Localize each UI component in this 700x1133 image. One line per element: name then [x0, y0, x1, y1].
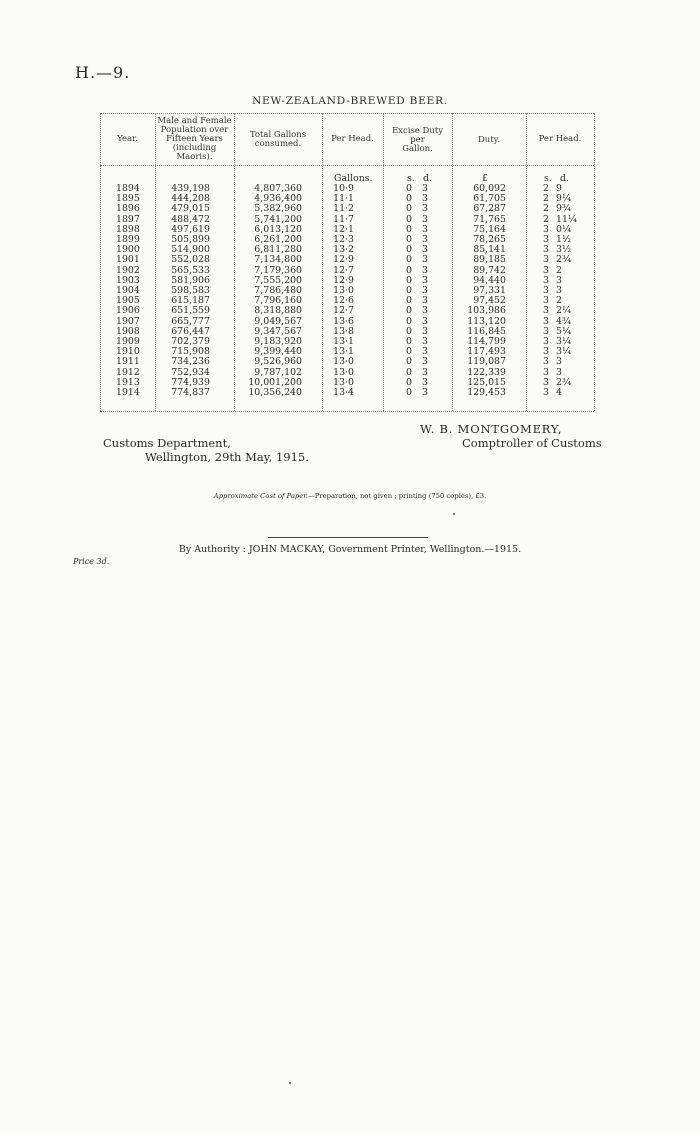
- cell-population: 488,472: [171, 213, 210, 225]
- cell-ph-d: 4¾: [556, 315, 572, 327]
- cell-year: 1912: [116, 366, 140, 378]
- cell-excise-s: 0: [406, 376, 412, 388]
- cell-ph-s: 3: [543, 234, 549, 246]
- cell-excise-d: 3: [422, 193, 428, 205]
- cell-population: 444,208: [171, 193, 210, 205]
- cell-ph-s: 3: [543, 295, 549, 307]
- cell-ph-s: 3: [543, 376, 549, 388]
- cell-year: 1894: [116, 183, 140, 194]
- cell-population: 665,777: [171, 315, 210, 327]
- cell-excise-s: 0: [406, 387, 412, 399]
- cell-duty: 75,164: [473, 223, 506, 235]
- cell-population: 774,939: [171, 376, 210, 388]
- cell-year: 1902: [116, 264, 140, 276]
- cell-excise-s: 0: [406, 193, 412, 205]
- cell-ph-d: 4: [556, 387, 562, 399]
- cell-excise-d: 3: [422, 223, 428, 235]
- column-ph-d: [556, 184, 582, 398]
- cell-population: 715,908: [171, 346, 210, 358]
- cell-gallons: 8,318,880: [254, 305, 302, 317]
- cell-population: 651,559: [171, 305, 210, 317]
- cell-excise-s: 0: [406, 346, 412, 358]
- cell-per-head: 12·9: [333, 274, 354, 286]
- column-divider: [234, 113, 235, 411]
- cell-gallons: 6,013,120: [254, 223, 302, 235]
- unit-excise-s: s.: [407, 173, 415, 184]
- cell-ph-d: 2¾: [556, 376, 572, 388]
- cell-year: 1903: [116, 274, 140, 286]
- cell-per-head: 12·7: [333, 264, 354, 276]
- cell-ph-s: 2: [543, 193, 549, 205]
- cell-year: 1901: [116, 254, 140, 266]
- cell-population: 497,619: [171, 223, 210, 235]
- cell-ph-d: 3¼: [556, 346, 572, 358]
- table-border-right: [594, 113, 595, 411]
- cell-excise-s: 0: [406, 234, 412, 246]
- cell-duty: 67,287: [473, 203, 506, 215]
- column-divider: [383, 113, 384, 411]
- cell-population: 552,028: [171, 254, 210, 266]
- unit-excise-d: d.: [423, 173, 432, 184]
- header-gallons: Total Gallons consumed.: [249, 130, 307, 149]
- cell-year: 1895: [116, 193, 140, 205]
- authority-line: By Authority : JOHN MACKAY, Government Printer, Wellington.—1915.: [178, 544, 522, 555]
- unit-pound: £: [482, 173, 488, 184]
- cell-excise-d: 3: [422, 213, 428, 225]
- cell-excise-d: 3: [422, 295, 428, 307]
- cell-excise-s: 0: [406, 203, 412, 215]
- cell-ph-s: 3: [543, 305, 549, 317]
- cell-ph-s: 3: [543, 264, 549, 276]
- column-excise-d: [420, 184, 430, 398]
- cell-excise-d: 3: [422, 376, 428, 388]
- cell-excise-s: 0: [406, 183, 412, 194]
- cell-excise-s: 0: [406, 285, 412, 297]
- cell-year: 1898: [116, 223, 140, 235]
- cell-population: 702,379: [171, 336, 210, 348]
- cell-ph-d: 3¼: [556, 336, 572, 348]
- signatory-title: Comptroller of Customs: [462, 436, 602, 450]
- cell-gallons: 4,936,400: [254, 193, 302, 205]
- cell-duty: 117,493: [467, 346, 506, 358]
- cell-year: 1905: [116, 295, 140, 307]
- header-per-head: Per Head.: [331, 134, 374, 144]
- cell-gallons: 6,811,280: [254, 244, 302, 256]
- cell-ph-d: 5¼: [556, 325, 572, 337]
- unit-ph-d: d.: [560, 173, 569, 184]
- cell-gallons: 9,183,920: [254, 336, 302, 348]
- cell-duty: 97,452: [473, 295, 506, 307]
- cell-year: 1908: [116, 325, 140, 337]
- cell-year: 1906: [116, 305, 140, 317]
- cell-excise-d: 3: [422, 234, 428, 246]
- cell-duty: 94,440: [473, 274, 506, 286]
- header-per-head-2: Per Head.: [538, 134, 582, 144]
- cell-excise-d: 3: [422, 325, 428, 337]
- table-border-left: [100, 113, 101, 411]
- cell-excise-d: 3: [422, 183, 428, 194]
- cell-duty: 113,120: [467, 315, 506, 327]
- cell-year: 1904: [116, 285, 140, 297]
- cell-duty: 89,742: [473, 264, 506, 276]
- cell-per-head: 12·3: [333, 234, 354, 246]
- cell-per-head: 13·0: [333, 366, 354, 378]
- cell-per-head: 10·9: [333, 183, 354, 194]
- column-duty: [464, 184, 506, 398]
- cell-duty: 61,705: [473, 193, 506, 205]
- cell-year: 1909: [116, 336, 140, 348]
- header-excise: Excise Duty per Gallon.: [391, 126, 444, 154]
- cell-per-head: 11·2: [333, 203, 354, 215]
- cell-population: 505,899: [171, 234, 210, 246]
- cell-year: 1899: [116, 234, 140, 246]
- cell-ph-s: 3: [543, 325, 549, 337]
- cell-ph-d: 9¾: [556, 203, 572, 215]
- cost-label: Approximate Cost of Paper.: [213, 492, 308, 500]
- cell-excise-s: 0: [406, 213, 412, 225]
- header-population: Male and Female Population over Fifteen Years (including Maoris).: [157, 116, 232, 162]
- cell-gallons: 9,049,567: [254, 315, 302, 327]
- cell-excise-s: 0: [406, 356, 412, 368]
- cell-population: 774,837: [171, 387, 210, 399]
- cell-gallons: 10,356,240: [248, 387, 302, 399]
- header-year: Year.: [117, 134, 138, 144]
- cell-ph-s: 3: [543, 223, 549, 235]
- cell-duty: 114,799: [467, 336, 506, 348]
- cell-duty: 89,185: [473, 254, 506, 266]
- table-title: NEW-ZEALAND-BREWED BEER.: [252, 95, 448, 107]
- cell-duty: 85,141: [473, 244, 506, 256]
- cell-excise-d: 3: [422, 315, 428, 327]
- cell-ph-d: 2¾: [556, 254, 572, 266]
- cell-ph-s: 3: [543, 387, 549, 399]
- column-gallons: [240, 184, 302, 398]
- cell-per-head: 13·1: [333, 336, 354, 348]
- cell-excise-s: 0: [406, 366, 412, 378]
- cell-excise-d: 3: [422, 203, 428, 215]
- cell-gallons: 9,787,102: [254, 366, 302, 378]
- cell-excise-d: 3: [422, 285, 428, 297]
- cell-population: 734,236: [171, 356, 210, 368]
- cell-duty: 71,765: [473, 213, 506, 225]
- cell-ph-d: 11¼: [556, 213, 578, 225]
- cell-duty: 103,986: [467, 305, 506, 317]
- cell-duty: 97,331: [473, 285, 506, 297]
- cell-per-head: 12·6: [333, 295, 354, 307]
- cell-excise-d: 3: [422, 264, 428, 276]
- cell-excise-s: 0: [406, 223, 412, 235]
- cell-gallons: 7,555,200: [254, 274, 302, 286]
- cell-excise-d: 3: [422, 346, 428, 358]
- cell-excise-d: 3: [422, 274, 428, 286]
- cell-per-head: 11·1: [333, 193, 354, 205]
- cell-excise-s: 0: [406, 254, 412, 266]
- cell-per-head: 13·0: [333, 356, 354, 368]
- cell-duty: 78,265: [473, 234, 506, 246]
- column-per-head: [330, 184, 354, 398]
- cell-ph-s: 3: [543, 366, 549, 378]
- cell-per-head: 13·0: [333, 376, 354, 388]
- cell-year: 1896: [116, 203, 140, 215]
- cell-per-head: 13·8: [333, 325, 354, 337]
- place-date: Wellington, 29th May, 1915.: [145, 450, 309, 464]
- cell-year: 1900: [116, 244, 140, 256]
- cell-excise-s: 0: [406, 336, 412, 348]
- cell-population: 598,583: [171, 285, 210, 297]
- unit-gallons: Gallons.: [334, 173, 373, 184]
- scan-speck: [453, 513, 455, 515]
- cell-ph-s: 2: [543, 183, 549, 194]
- table-top-rule: [100, 113, 594, 114]
- cell-ph-d: 2¼: [556, 305, 572, 317]
- price-note: Price 3d.: [73, 557, 110, 566]
- cell-population: 514,900: [171, 244, 210, 256]
- cell-year: 1910: [116, 346, 140, 358]
- footer-rule: [268, 537, 428, 538]
- cell-duty: 116,845: [467, 325, 506, 337]
- column-population: [160, 184, 210, 398]
- cell-excise-d: 3: [422, 356, 428, 368]
- cell-ph-d: 9: [556, 183, 562, 194]
- signatory-name: W. B. MONTGOMERY,: [420, 422, 563, 436]
- cell-population: 565,533: [171, 264, 210, 276]
- cell-excise-d: 3: [422, 366, 428, 378]
- column-divider: [452, 113, 453, 411]
- table-header-rule: [100, 165, 594, 166]
- cell-duty: 60,092: [473, 183, 506, 194]
- cell-ph-s: 2: [543, 213, 549, 225]
- scan-speck: [289, 1082, 291, 1084]
- cell-year: 1913: [116, 376, 140, 388]
- cell-excise-s: 0: [406, 244, 412, 256]
- cell-year: 1907: [116, 315, 140, 327]
- cell-ph-s: 2: [543, 203, 549, 215]
- cell-per-head: 13·0: [333, 285, 354, 297]
- cell-duty: 125,015: [467, 376, 506, 388]
- cell-excise-d: 3: [422, 305, 428, 317]
- cell-ph-d: 3: [556, 356, 562, 368]
- cell-ph-s: 3: [543, 336, 549, 348]
- cell-ph-d: 3: [556, 366, 562, 378]
- cell-year: 1897: [116, 213, 140, 225]
- cell-duty: 119,087: [467, 356, 506, 368]
- cell-ph-d: 0¼: [556, 223, 572, 235]
- cell-excise-s: 0: [406, 295, 412, 307]
- cost-text: —Preparation, not given ; printing (750 copies), £3.: [307, 492, 487, 500]
- cell-gallons: 9,399,440: [254, 346, 302, 358]
- cell-gallons: 7,796,160: [254, 295, 302, 307]
- cell-ph-d: 3½: [556, 244, 572, 256]
- column-year: [116, 184, 144, 398]
- cell-population: 581,906: [171, 274, 210, 286]
- cell-gallons: 7,134,800: [254, 254, 302, 266]
- cost-note: [0, 492, 700, 500]
- cell-gallons: 5,741,200: [254, 213, 302, 225]
- cell-gallons: 4,807,360: [254, 183, 302, 194]
- column-excise-s: [404, 184, 414, 398]
- cell-ph-s: 3: [543, 356, 549, 368]
- cell-ph-s: 3: [543, 346, 549, 358]
- cell-ph-s: 3: [543, 244, 549, 256]
- cell-gallons: 7,786,480: [254, 285, 302, 297]
- cell-ph-s: 3: [543, 254, 549, 266]
- cell-per-head: 12·7: [333, 305, 354, 317]
- cell-population: 752,934: [171, 366, 210, 378]
- cell-population: 676,447: [171, 325, 210, 337]
- cell-per-head: 13·1: [333, 346, 354, 358]
- cell-gallons: 7,179,360: [254, 264, 302, 276]
- unit-ph-s: s.: [544, 173, 552, 184]
- column-divider: [526, 113, 527, 411]
- cell-per-head: 13·2: [333, 244, 354, 256]
- cell-excise-s: 0: [406, 305, 412, 317]
- cell-excise-d: 3: [422, 254, 428, 266]
- cell-ph-d: 9¼: [556, 193, 572, 205]
- cell-year: 1914: [116, 387, 140, 399]
- cell-per-head: 13·6: [333, 315, 354, 327]
- cell-ph-s: 3: [543, 274, 549, 286]
- cell-ph-d: 3: [556, 285, 562, 297]
- cell-ph-d: 1½: [556, 234, 572, 246]
- column-divider: [322, 113, 323, 411]
- cell-per-head: 12·9: [333, 254, 354, 266]
- cell-excise-s: 0: [406, 274, 412, 286]
- column-ph-s: [541, 184, 551, 398]
- cell-gallons: 9,526,960: [254, 356, 302, 368]
- cell-gallons: 5,382,960: [254, 203, 302, 215]
- cell-ph-d: 2: [556, 264, 562, 276]
- cell-gallons: 6,261,200: [254, 234, 302, 246]
- cell-population: 615,187: [171, 295, 210, 307]
- cell-ph-s: 3: [543, 285, 549, 297]
- cell-duty: 129,453: [467, 387, 506, 399]
- cell-population: 439,198: [171, 183, 210, 194]
- cell-excise-d: 3: [422, 244, 428, 256]
- department: Customs Department,: [103, 436, 231, 450]
- cell-gallons: 9,347,567: [254, 325, 302, 337]
- cell-per-head: 11·7: [333, 213, 354, 225]
- cell-gallons: 10,001,200: [248, 376, 302, 388]
- cell-excise-s: 0: [406, 315, 412, 327]
- cell-per-head: 13·4: [333, 387, 354, 399]
- cell-excise-d: 3: [422, 336, 428, 348]
- header-duty: Duty.: [477, 135, 501, 145]
- page-reference: H.—9.: [75, 63, 131, 82]
- cell-year: 1911: [116, 356, 140, 368]
- cell-excise-s: 0: [406, 325, 412, 337]
- cell-population: 479,015: [171, 203, 210, 215]
- cell-excise-s: 0: [406, 264, 412, 276]
- cell-ph-d: 2: [556, 295, 562, 307]
- table-bottom-rule: [100, 411, 594, 412]
- cell-duty: 122,339: [467, 366, 506, 378]
- cell-excise-d: 3: [422, 387, 428, 399]
- cell-per-head: 12·1: [333, 223, 354, 235]
- cell-ph-s: 3: [543, 315, 549, 327]
- cell-ph-d: 3: [556, 274, 562, 286]
